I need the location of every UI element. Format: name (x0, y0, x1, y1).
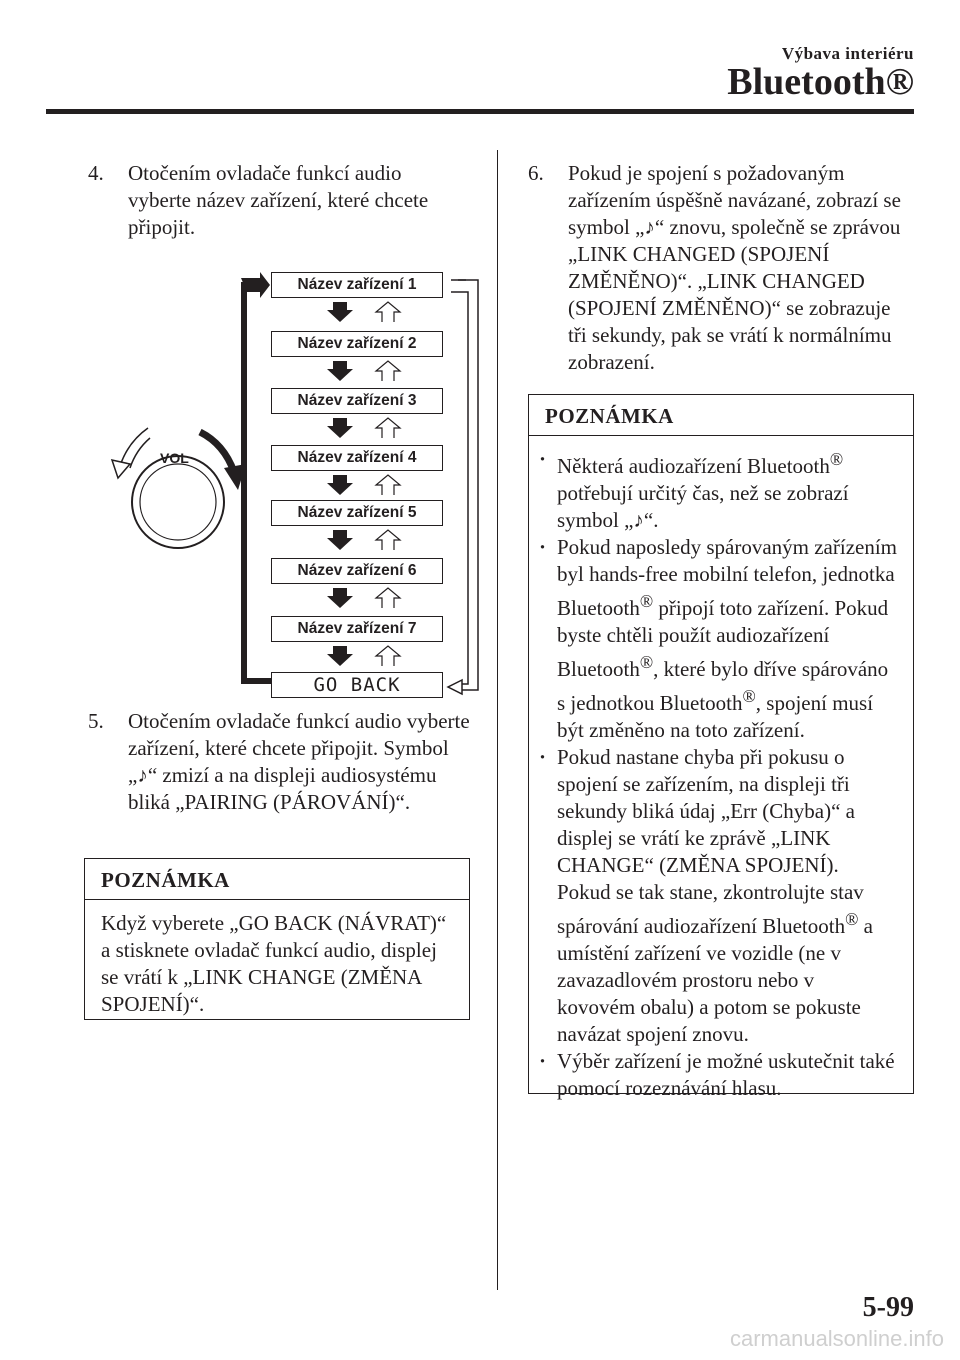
step-4 (88, 160, 468, 241)
bullet-text: potřebují určitý čas, než se zobrazí symbol „ (557, 481, 849, 532)
bluetooth-audio-icon: ♪ (633, 508, 644, 532)
header-rule (46, 109, 914, 114)
note-heading: POZNÁMKA (529, 395, 913, 436)
bullet-text: Pokud nastane chyba při pokusu o spojení se zařízením, na displeji tři sekundy bliká údaj „Err (Chyba)“ a displej se vrátí ke zprávě „LINK CHANGE“ (ZMĚNA SPOJENÍ). Pokud se tak stane, zkontrolujte stav spárování audiozařízení Bluetooth (557, 745, 864, 938)
registered-mark: ® (639, 652, 654, 672)
up-arrow-icon (376, 530, 400, 550)
go-back-item: GO BACK (271, 672, 443, 698)
device-name-2: Název zařízení 2 (271, 331, 443, 357)
up-arrow-icon (376, 588, 400, 608)
registered-mark: ® (829, 449, 844, 469)
device-name-4: Název zařízení 4 (271, 445, 443, 471)
section-label: Výbava interiéru (781, 44, 914, 63)
note-box-left (84, 858, 470, 1020)
watermark: carmanualsonline.info (729, 1326, 944, 1351)
up-arrow-icon (376, 646, 400, 666)
registered-mark: ® (845, 909, 859, 929)
down-arrow-icon (327, 302, 353, 322)
step-text-part: Otočením ovladače funkcí audio vyberte zařízení, které chcete připojit. (128, 709, 470, 760)
bullet-text: Výběr zařízení je možné uskutečnit také pomocí rozeznávání hlasu. (557, 1049, 895, 1100)
page-number: 5-99 (862, 1292, 914, 1323)
step-text (128, 708, 478, 816)
step-text-part: “ znovu, společně se zprávou „LINK CHANGED (SPOJENÍ ZMĚNĚNO)“. „LINK CHANGED (SPOJENÍ ZMĚNĚNO)“ se zobrazuje tři sekundy, pak se vrátí k normálnímu zobrazení. (568, 215, 901, 374)
note-heading: POZNÁMKA (85, 859, 469, 900)
device-name-5: Název zařízení 5 (271, 500, 443, 526)
step-number: 5. (88, 709, 104, 733)
up-arrow-icon (376, 418, 400, 438)
registered-mark: ® (742, 686, 756, 706)
bullet-text: , spojení musí být změněno na toto zařízení. (557, 691, 874, 742)
note-bullet (539, 534, 897, 744)
knob-label: VOL (160, 450, 189, 466)
step-text (568, 160, 908, 376)
device-name-1: Název zařízení 1 (271, 272, 443, 298)
bullet-text: , které bylo dříve spárováno s jednotkou Bluetooth (557, 657, 889, 715)
up-arrow-icon (376, 302, 400, 322)
return-loop-arrow-icon (448, 280, 478, 694)
bluetooth-audio-icon: ♪ (137, 763, 148, 787)
note-bullet (539, 446, 897, 534)
bullet-text: Některá audiozařízení Bluetooth (557, 454, 830, 478)
down-arrow-icon (327, 646, 353, 666)
up-arrow-icon (376, 475, 400, 495)
bullet-text: připojí toto zařízení. Pokud byste chtěli použít audiozařízení Bluetooth (557, 596, 889, 681)
device-selection-diagram (100, 260, 490, 705)
device-name-3: Název zařízení 3 (271, 388, 443, 414)
column-divider (497, 150, 498, 1290)
step-text-part: Symbol „ (128, 736, 449, 787)
bullet-text: Pokud naposledy spárovaným zařízením byl hands-free mobilní telefon, jednotka Bluetooth (557, 535, 897, 620)
note-body: Když vyberete „GO BACK (NÁVRAT)“ a stisknete ovladač funkcí audio, displej se vrátí k „LINK CHANGE (ZMĚNA SPOJENÍ)“. (101, 911, 447, 1016)
down-arrow-icon (327, 361, 353, 381)
step-5 (88, 708, 478, 816)
step-text-part: “ zmizí a na displeji audiosystému bliká „PAIRING (PÁROVÁNÍ)“. (128, 763, 437, 814)
bullet-text: a umístění zařízení ve vozidle (ne v zavazadlovém prostoru nebo v kovovém obalu) a potom se pokuste navázat spojení znovu. (557, 914, 873, 1046)
registered-mark: ® (639, 591, 654, 611)
down-arrow-icon (327, 588, 353, 608)
device-name-7: Název zařízení 7 (271, 616, 443, 642)
audio-knob-icon (132, 456, 224, 548)
page-title: Bluetooth® (727, 61, 914, 103)
device-name-6: Název zařízení 6 (271, 558, 443, 584)
note-box-right (528, 394, 914, 1100)
selection-bar (241, 282, 247, 684)
bluetooth-audio-icon: ♪ (644, 215, 655, 239)
step-number: 6. (528, 161, 544, 185)
note-body (529, 436, 913, 1112)
bullet-text: “. (643, 508, 659, 532)
up-arrow-icon (376, 361, 400, 381)
note-bullet (539, 744, 897, 1048)
step-text: Otočením ovladače funkcí audio vyberte název zařízení, které chcete připojit. (128, 161, 429, 239)
step-6 (528, 160, 908, 376)
down-arrow-icon (327, 530, 353, 550)
step-number: 4. (88, 161, 104, 185)
step-text-part: Pokud je spojení s požadovaným zařízením úspěšně navázané, zobrazí se symbol „ (568, 161, 901, 239)
down-arrow-icon (327, 418, 353, 438)
down-arrow-icon (327, 475, 353, 495)
exit-line (241, 678, 271, 684)
note-bullet (539, 1048, 897, 1102)
